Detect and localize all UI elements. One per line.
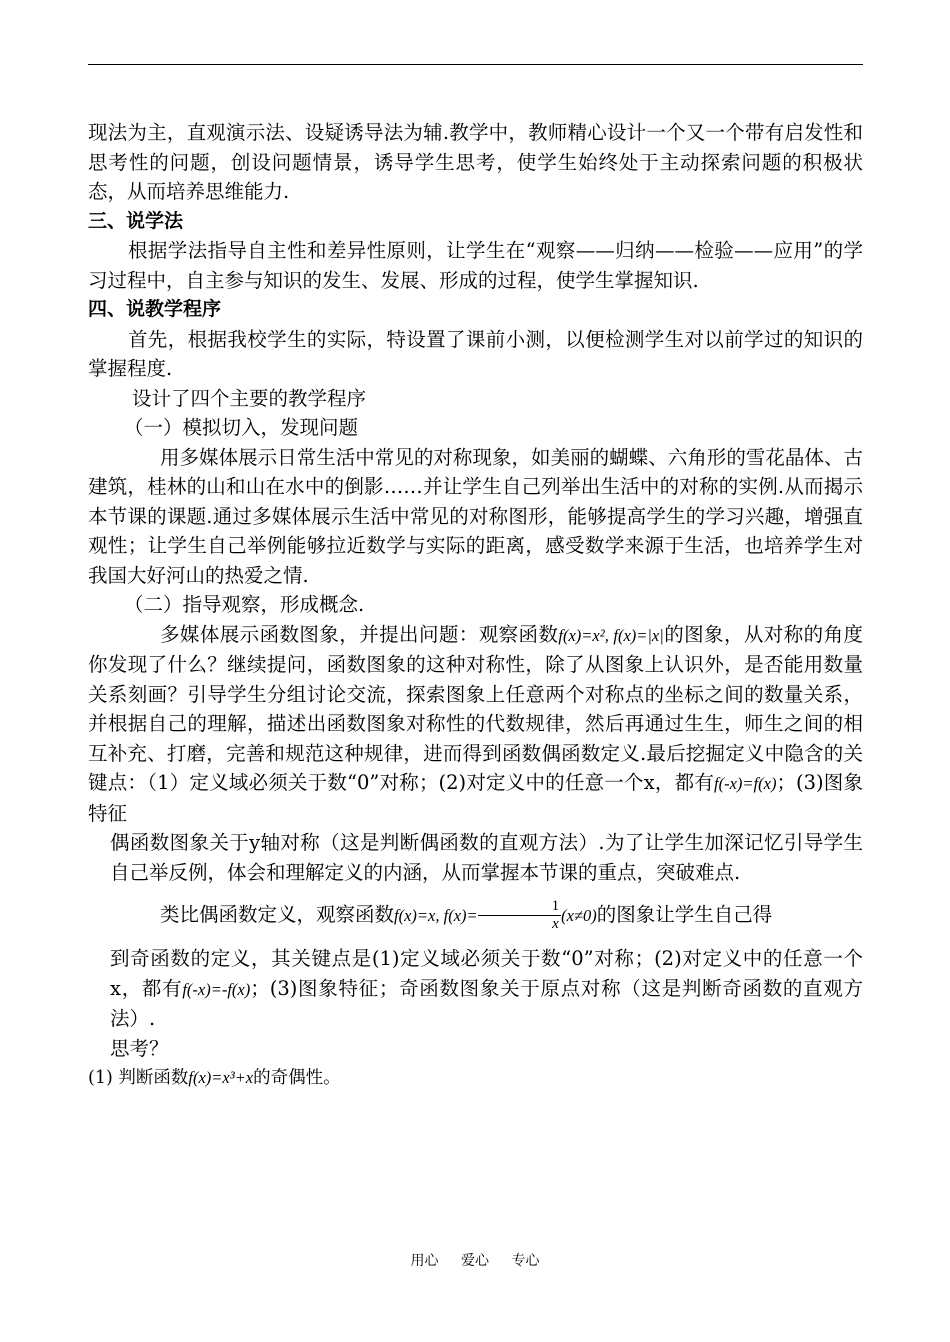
text-run: ；(3)图象特征；奇函数图象关于原点对称（这是判断奇函数的直观方法）. bbox=[110, 976, 864, 1030]
math-formula: f(x)=x², f(x)=|x| bbox=[558, 625, 664, 645]
fraction bbox=[478, 898, 562, 933]
section-heading-learning-method: 三、说学法 bbox=[88, 209, 184, 232]
math-formula: f(-x)=-f(x) bbox=[182, 979, 251, 999]
fraction-denominator: x bbox=[552, 916, 559, 932]
footer-word: 用心 bbox=[410, 1253, 439, 1269]
paragraph-even-function bbox=[88, 620, 863, 829]
math-formula: f(x)=x, f(x)= bbox=[394, 906, 478, 925]
subheading-step-one: （一）模拟切入，发现问题 bbox=[124, 416, 359, 439]
text-run: 到奇函数的定义，其关键点是(1)定义域必须关于数“0”对称；(2)对定义中的任意一个x，都有 bbox=[110, 947, 863, 1000]
subheading-step-two: （二）指导观察，形成概念. bbox=[124, 593, 365, 616]
paragraph-odd-definition bbox=[88, 944, 863, 1034]
text-run: 的图象，从对称的角度你发现了什么？继续提问，函数图象的这种对称性，除了从图象上认识外，是否能用数量关系刻画？引导学生分组讨论交流，探索图象上任意两个对称点的坐标之间的数量关系，并根据自己的理解，描述出函数图象对称性的代数规律，然后再通过生生，师生之间的相互补充、打磨，完善和规范这种规律，进而得到函数偶函数定义.最后挖掘定义中隐含的关键点：（1）定义域必须关于数“0”对称；(2)对定义中的任意一个x，都有 bbox=[88, 622, 863, 794]
text-run: 多媒体展示函数图象，并提出问题：观察函数 bbox=[160, 622, 559, 646]
paragraph-think: 思考？ bbox=[110, 1036, 169, 1060]
fraction-numerator: 1 bbox=[478, 898, 562, 916]
text-run: 类比偶函数定义，观察函数 bbox=[160, 903, 395, 926]
header-rule bbox=[88, 64, 863, 65]
text-run: 的奇偶性。 bbox=[253, 1068, 341, 1088]
footer-word: 专心 bbox=[511, 1253, 540, 1269]
math-formula: (x≠0) bbox=[561, 906, 597, 925]
paragraph-four-procedures: 设计了四个主要的教学程序 bbox=[132, 386, 367, 410]
math-formula: f(-x)=f(x) bbox=[714, 774, 777, 793]
question-one bbox=[88, 1063, 863, 1094]
section-heading-teaching-procedure: 四、说教学程序 bbox=[88, 298, 222, 320]
math-formula: f(x)=x³+x bbox=[188, 1068, 254, 1087]
text-run: ；(3)图象特征 bbox=[88, 771, 864, 825]
text-run: (1) 判断函数 bbox=[88, 1068, 189, 1088]
text-run: 的图象让学生自己得 bbox=[596, 903, 773, 926]
paragraph-odd-analogy bbox=[88, 887, 863, 944]
paragraph-even-graph: 偶函数图象关于y轴对称（这是判断偶函数的直观方法）.为了让学生加深记忆引导学生自己举反例，体会和理解定义的内涵，从而掌握本节课的重点，突破难点. bbox=[110, 831, 863, 884]
paragraph-learning-method: 根据学法指导自主性和差异性原则，让学生在“观察——归纳——检验——应用”的学习过程中，自主参与知识的发生、发展、形成的过程，使学生掌握知识. bbox=[88, 239, 863, 292]
footer-word: 爱心 bbox=[461, 1253, 489, 1269]
page-footer bbox=[0, 1250, 950, 1270]
document-body bbox=[88, 118, 863, 1094]
paragraph-symmetry-examples: 用多媒体展示日常生活中常见的对称现象，如美丽的蝴蝶、六角形的雪花晶体、古建筑，桂林的山和山在水中的倒影……并让学生自己列举出生活中的对称的实例.从而揭示本节课的课题.通过多媒体展示生活中常见的对称图形，能够提高学生的学习兴趣，增强直观性；让学生自己举例能够拉近数学与实际的距离，感受数学来源于生活，也培养学生对我国大好河山的热爱之情. bbox=[88, 445, 863, 587]
paragraph-pretest: 首先，根据我校学生的实际，特设置了课前小测，以便检测学生对以前学过的知识的掌握程度. bbox=[88, 327, 863, 380]
paragraph-methods: 现法为主，直观演示法、设疑诱导法为辅.教学中，教师精心设计一个又一个带有启发性和思考性的问题，创设问题情景，诱导学生思考，使学生始终处于主动探索问题的积极状态，从而培养思维能力. bbox=[88, 121, 863, 203]
